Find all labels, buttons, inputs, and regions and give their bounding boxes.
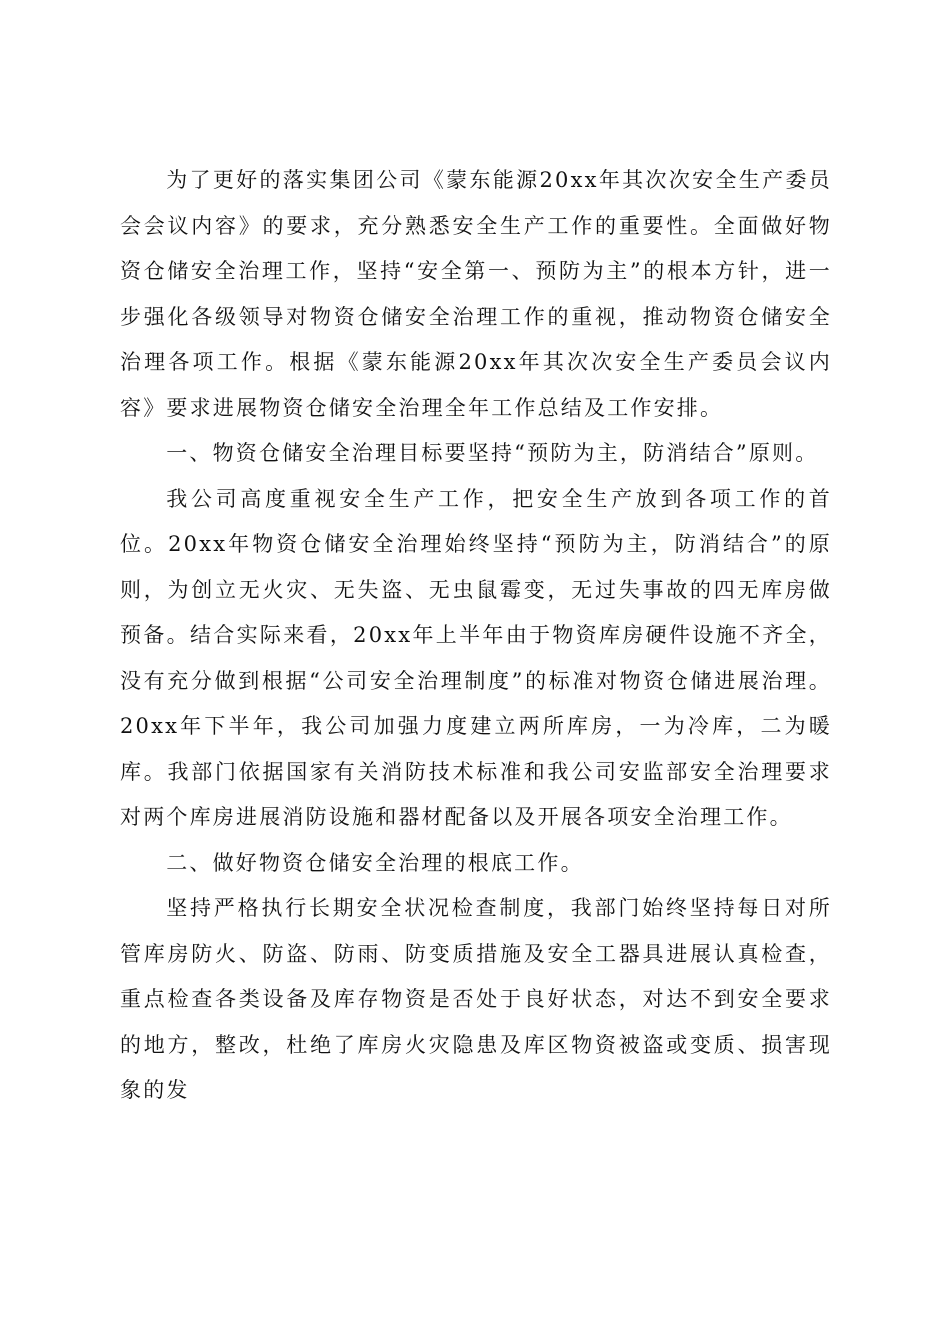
document-body [120, 158, 832, 1114]
section-2-paragraph: 坚持严格执行长期安全状况检查制度，我部门始终坚持每日对所管库房防火、防盗、防雨、防变质措施及安全工器具进展认真检查，重点检查各类设备及库存物资是否处于良好状态，对达不到安全要求的地方，整改，杜绝了库房火灾隐患及库区物资被盗或变质、损害现象的发 [120, 896, 832, 1102]
intro-paragraph: 为了更好的落实集团公司《蒙东能源20xx年其次次安全生产委员会会议内容》的要求，充分熟悉安全生产工作的重要性。全面做好物资仓储安全治理工作，坚持“安全第一、预防为主”的根本方针，进一步强化各级领导对物资仓储安全治理工作的重视，推动物资仓储安全治理各项工作。根据《蒙东能源20xx年其次次安全生产委员会议内容》要求进展物资仓储安全治理全年工作总结及工作安排。 [120, 168, 832, 420]
section-heading-1: 一、物资仓储安全治理目标要坚持“预防为主，防消结合”原则。 [166, 441, 819, 465]
section-1-paragraph: 我公司高度重视安全生产工作，把安全生产放到各项工作的首位。20xx年物资仓储安全治理始终坚持“预防为主，防消结合”的原则，为创立无火灾、无失盗、无虫鼠霉变，无过失事故的四无库房做预备。结合实际来看，20xx年上半年由于物资库房硬件设施不齐全，没有充分做到根据“公司安全治理制度”的标准对物资仓储进展治理。20xx年下半年，我公司加强力度建立两所库房，一为冷库，二为暖库。我部门依据国家有关消防技术标准和我公司安监部安全治理要求对两个库房进展消防设施和器材配备以及开展各项安全治理工作。 [120, 486, 832, 829]
section-heading-2: 二、做好物资仓储安全治理的根底工作。 [166, 850, 584, 875]
